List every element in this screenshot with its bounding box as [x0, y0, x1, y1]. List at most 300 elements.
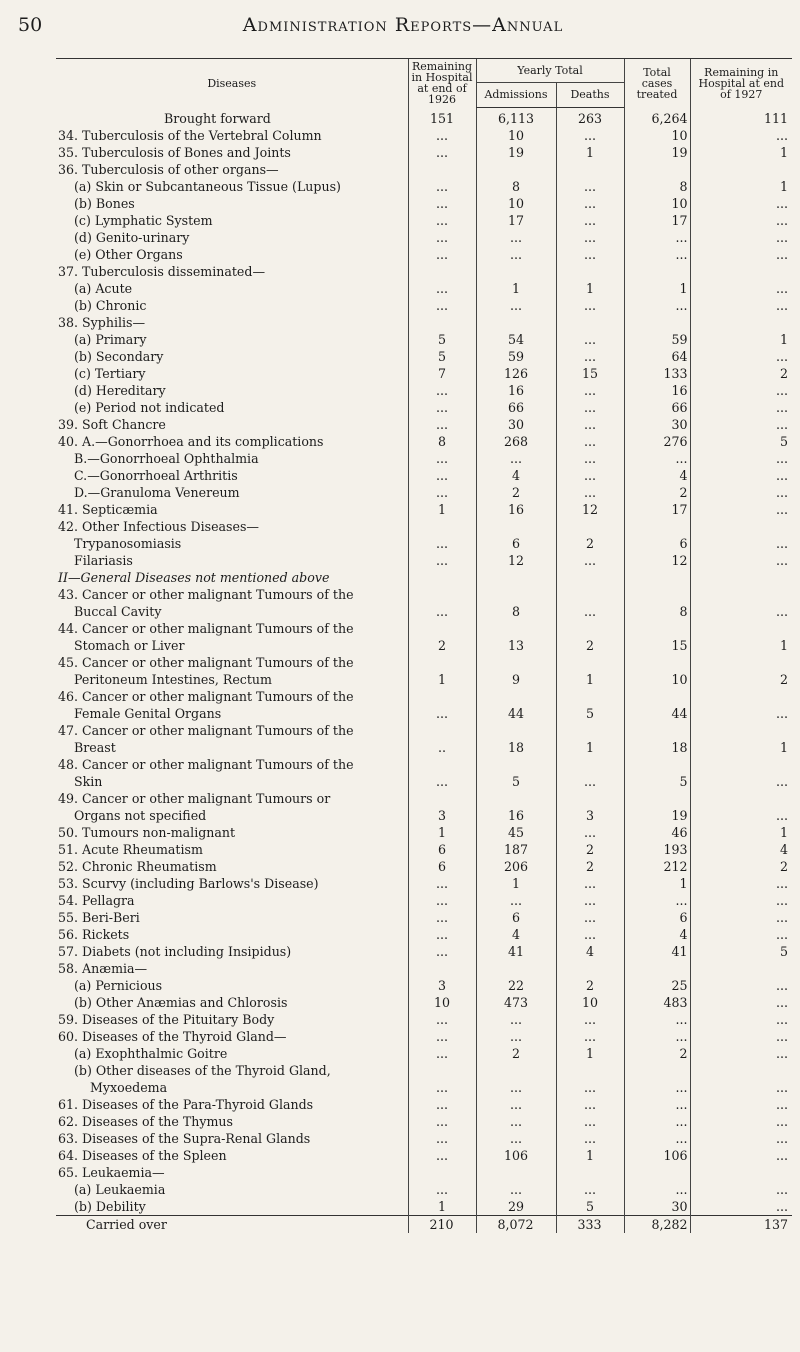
cell-admissions — [476, 722, 556, 739]
disease-label: 64. Diseases of the Spleen — [58, 1147, 227, 1163]
cell-admissions: ... — [476, 1130, 556, 1147]
table-row — [56, 1011, 792, 1028]
table-heading-row — [56, 569, 792, 586]
cell-remaining-end — [690, 586, 792, 603]
table-row — [56, 807, 792, 824]
cell-remaining-end: 2 — [690, 858, 792, 875]
cell-deaths: ... — [556, 1113, 624, 1130]
cell-deaths — [556, 722, 624, 739]
cell-remaining — [408, 722, 476, 739]
table-row — [56, 892, 792, 909]
cell-remaining-end: 1 — [690, 637, 792, 654]
cell-admissions — [476, 960, 556, 977]
table-row — [56, 1079, 792, 1096]
table-heading-row — [56, 654, 792, 671]
cell-remaining-end: ... — [690, 705, 792, 722]
cell-remaining: ... — [408, 1147, 476, 1164]
table-row — [56, 212, 792, 229]
cell-remaining-end — [690, 960, 792, 977]
disease-label: Breast — [74, 739, 116, 755]
cell-admissions — [476, 1164, 556, 1181]
cell-total-treated: 59 — [624, 331, 690, 348]
table-row — [56, 229, 792, 246]
cell-deaths: ... — [556, 552, 624, 569]
cell-remaining-end: ... — [690, 416, 792, 433]
cell-remaining: ... — [408, 399, 476, 416]
cell-total-treated: 2 — [624, 484, 690, 501]
cell-admissions: 45 — [476, 824, 556, 841]
cell-remaining-end: ... — [690, 1130, 792, 1147]
cell-admissions: 1 — [476, 875, 556, 892]
table-row — [56, 1130, 792, 1147]
cell-admissions: 44 — [476, 705, 556, 722]
cell-remaining: ... — [408, 297, 476, 314]
carried-over-remaining-end: 137 — [690, 1215, 792, 1233]
cell-deaths: ... — [556, 875, 624, 892]
cell-remaining-end: ... — [690, 467, 792, 484]
cell-deaths: 2 — [556, 858, 624, 875]
cell-remaining-end: ... — [690, 1181, 792, 1198]
cell-remaining: ... — [408, 195, 476, 212]
cell-remaining-end: ... — [690, 892, 792, 909]
cell-total-treated: ... — [624, 1181, 690, 1198]
cell-remaining-end: ... — [690, 926, 792, 943]
disease-label: 42. Other Infectious Diseases— — [58, 518, 260, 534]
cell-deaths: 15 — [556, 365, 624, 382]
table-row — [56, 909, 792, 926]
cell-total-treated: 16 — [624, 382, 690, 399]
cell-remaining — [408, 620, 476, 637]
cell-remaining-end: ... — [690, 875, 792, 892]
cell-admissions: 106 — [476, 1147, 556, 1164]
cell-deaths: 1 — [556, 1147, 624, 1164]
disease-label: 54. Pellagra — [58, 892, 135, 908]
disease-label: Trypanosomiasis — [74, 535, 182, 551]
cell-remaining: ... — [408, 280, 476, 297]
cell-total-treated: ... — [624, 1011, 690, 1028]
cell-total-treated: 64 — [624, 348, 690, 365]
brought-forward-deaths: 263 — [556, 107, 624, 127]
cell-remaining: ... — [408, 1096, 476, 1113]
cell-deaths: ... — [556, 926, 624, 943]
cell-remaining-end: ... — [690, 1096, 792, 1113]
cell-total-treated: ... — [624, 297, 690, 314]
cell-remaining: ... — [408, 552, 476, 569]
disease-label: (b) Secondary — [74, 348, 164, 364]
cell-total-treated: 15 — [624, 637, 690, 654]
cell-admissions — [476, 1062, 556, 1079]
cell-deaths — [556, 586, 624, 603]
cell-remaining-end: ... — [690, 484, 792, 501]
cell-deaths: ... — [556, 824, 624, 841]
table-row — [56, 246, 792, 263]
cell-remaining: ... — [408, 773, 476, 790]
disease-label: 48. Cancer or other malignant Tumours of the — [58, 756, 354, 772]
disease-label: 46. Cancer or other malignant Tumours of the — [58, 688, 354, 704]
cell-total-treated: 4 — [624, 467, 690, 484]
disease-label: 55. Beri-Beri — [58, 909, 140, 925]
cell-deaths: 2 — [556, 841, 624, 858]
cell-remaining: ... — [408, 246, 476, 263]
col-total-treated: Total cases treated — [624, 59, 690, 108]
cell-deaths: ... — [556, 399, 624, 416]
cell-remaining-end — [690, 756, 792, 773]
table-row — [56, 671, 792, 688]
cell-deaths — [556, 1062, 624, 1079]
cell-remaining: 1 — [408, 824, 476, 841]
cell-remaining-end: ... — [690, 195, 792, 212]
cell-admissions: 2 — [476, 484, 556, 501]
cell-admissions: 13 — [476, 637, 556, 654]
disease-label: 36. Tuberculosis of other organs— — [58, 161, 279, 177]
disease-label: (b) Debility — [74, 1198, 146, 1214]
table-row — [56, 399, 792, 416]
cell-deaths: ... — [556, 603, 624, 620]
table-row — [56, 977, 792, 994]
cell-remaining-end — [690, 518, 792, 535]
table-row — [56, 195, 792, 212]
cell-admissions: ... — [476, 1028, 556, 1045]
cell-total-treated: 8 — [624, 178, 690, 195]
cell-total-treated — [624, 654, 690, 671]
cell-deaths: 2 — [556, 637, 624, 654]
disease-label: (b) Other Anæmias and Chlorosis — [74, 994, 288, 1010]
cell-total-treated: 212 — [624, 858, 690, 875]
brought-forward-label: Brought forward — [164, 110, 271, 126]
cell-remaining-end: ... — [690, 807, 792, 824]
cell-remaining-end: ... — [690, 535, 792, 552]
cell-admissions: 6 — [476, 909, 556, 926]
cell-total-treated: 19 — [624, 144, 690, 161]
disease-label: (c) Tertiary — [74, 365, 146, 381]
disease-label: 57. Diabets (not including Insipidus) — [58, 943, 292, 959]
cell-remaining-end: ... — [690, 399, 792, 416]
disease-label: Myxoedema — [90, 1079, 168, 1095]
table-row — [56, 535, 792, 552]
table-row — [56, 994, 792, 1011]
table-row — [56, 501, 792, 518]
cell-remaining: 1 — [408, 1198, 476, 1216]
cell-admissions — [476, 756, 556, 773]
cell-remaining-end: 1 — [690, 178, 792, 195]
cell-deaths: ... — [556, 348, 624, 365]
cell-total-treated — [624, 569, 690, 586]
cell-deaths: ... — [556, 1096, 624, 1113]
cell-deaths — [556, 161, 624, 178]
cell-admissions — [476, 161, 556, 178]
cell-remaining: ... — [408, 1045, 476, 1062]
cell-total-treated: 18 — [624, 739, 690, 756]
cell-total-treated — [624, 586, 690, 603]
disease-label: (d) Genito-urinary — [74, 229, 190, 245]
cell-total-treated: 6 — [624, 909, 690, 926]
cell-remaining-end: ... — [690, 1028, 792, 1045]
cell-total-treated: ... — [624, 1130, 690, 1147]
table-row — [56, 824, 792, 841]
cell-admissions: 66 — [476, 399, 556, 416]
cell-remaining-end: ... — [690, 246, 792, 263]
cell-deaths: ... — [556, 212, 624, 229]
cell-remaining-end: ... — [690, 994, 792, 1011]
disease-label: 34. Tuberculosis of the Vertebral Column — [58, 127, 322, 143]
cell-remaining-end: ... — [690, 297, 792, 314]
cell-remaining: ... — [408, 382, 476, 399]
cell-total-treated: 133 — [624, 365, 690, 382]
table-row — [56, 637, 792, 654]
cell-deaths: 1 — [556, 671, 624, 688]
table-row — [56, 1096, 792, 1113]
cell-deaths: 1 — [556, 739, 624, 756]
cell-remaining-end — [690, 688, 792, 705]
cell-deaths: ... — [556, 909, 624, 926]
col-yearly-total: Yearly Total — [476, 59, 624, 83]
cell-remaining-end — [690, 790, 792, 807]
cell-total-treated — [624, 314, 690, 331]
table-row — [56, 858, 792, 875]
cell-admissions: ... — [476, 1113, 556, 1130]
cell-remaining — [408, 1062, 476, 1079]
cell-total-treated: 8 — [624, 603, 690, 620]
cell-admissions — [476, 620, 556, 637]
cell-admissions: 9 — [476, 671, 556, 688]
disease-label: II—General Diseases not mentioned above — [58, 569, 330, 585]
cell-remaining: ... — [408, 229, 476, 246]
cell-admissions — [476, 569, 556, 586]
cell-admissions — [476, 518, 556, 535]
cell-remaining-end — [690, 263, 792, 280]
cell-deaths: 5 — [556, 1198, 624, 1216]
disease-label: (e) Period not indicated — [74, 399, 225, 415]
cell-admissions: 12 — [476, 552, 556, 569]
cell-admissions: 16 — [476, 501, 556, 518]
cell-admissions: 10 — [476, 195, 556, 212]
cell-deaths: ... — [556, 127, 624, 144]
cell-remaining: ... — [408, 416, 476, 433]
cell-deaths: ... — [556, 331, 624, 348]
table-row — [56, 739, 792, 756]
brought-forward-row — [56, 107, 792, 127]
cell-admissions: 22 — [476, 977, 556, 994]
cell-remaining-end — [690, 620, 792, 637]
cell-deaths: ... — [556, 1011, 624, 1028]
cell-remaining-end: ... — [690, 1147, 792, 1164]
cell-remaining: ... — [408, 705, 476, 722]
cell-remaining: ... — [408, 892, 476, 909]
cell-deaths: ... — [556, 195, 624, 212]
cell-total-treated: 2 — [624, 1045, 690, 1062]
disease-label: 47. Cancer or other malignant Tumours of the — [58, 722, 354, 738]
disease-label: (a) Primary — [74, 331, 147, 347]
cell-admissions: ... — [476, 892, 556, 909]
disease-label: (b) Other diseases of the Thyroid Gland, — [74, 1062, 331, 1078]
cell-remaining-end: ... — [690, 212, 792, 229]
cell-deaths — [556, 790, 624, 807]
cell-remaining-end — [690, 569, 792, 586]
cell-deaths — [556, 314, 624, 331]
table-row — [56, 1045, 792, 1062]
cell-remaining — [408, 263, 476, 280]
cell-total-treated — [624, 790, 690, 807]
cell-deaths — [556, 654, 624, 671]
cell-remaining — [408, 569, 476, 586]
cell-admissions — [476, 263, 556, 280]
disease-label: 40. A.—Gonorrhoea and its complications — [58, 433, 324, 449]
cell-total-treated: 17 — [624, 212, 690, 229]
cell-total-treated: 30 — [624, 416, 690, 433]
cell-remaining-end: 5 — [690, 433, 792, 450]
disease-label: 52. Chronic Rheumatism — [58, 858, 217, 874]
disease-label: 63. Diseases of the Supra-Renal Glands — [58, 1130, 311, 1146]
table-row — [56, 348, 792, 365]
cell-deaths: 4 — [556, 943, 624, 960]
cell-total-treated: 10 — [624, 127, 690, 144]
cell-deaths: ... — [556, 450, 624, 467]
cell-remaining: 3 — [408, 977, 476, 994]
cell-deaths: ... — [556, 229, 624, 246]
cell-remaining: ... — [408, 467, 476, 484]
cell-remaining-end: 1 — [690, 331, 792, 348]
disease-label: Organs not specified — [74, 807, 207, 823]
cell-deaths: 5 — [556, 705, 624, 722]
col-admissions: Admissions — [476, 83, 556, 107]
disease-label: 59. Diseases of the Pituitary Body — [58, 1011, 275, 1027]
cell-deaths: ... — [556, 297, 624, 314]
cell-remaining: 1 — [408, 501, 476, 518]
cell-admissions: 19 — [476, 144, 556, 161]
cell-remaining — [408, 1164, 476, 1181]
table-row — [56, 467, 792, 484]
table-row — [56, 297, 792, 314]
cell-total-treated: 44 — [624, 705, 690, 722]
cell-remaining — [408, 756, 476, 773]
table-heading-row — [56, 1062, 792, 1079]
cell-admissions: 4 — [476, 467, 556, 484]
cell-admissions: ... — [476, 229, 556, 246]
cell-deaths: 3 — [556, 807, 624, 824]
cell-admissions: 16 — [476, 382, 556, 399]
cell-deaths — [556, 1164, 624, 1181]
cell-remaining-end: 4 — [690, 841, 792, 858]
cell-admissions: ... — [476, 246, 556, 263]
cell-admissions: 473 — [476, 994, 556, 1011]
cell-total-treated: 6 — [624, 535, 690, 552]
disease-label: 60. Diseases of the Thyroid Gland— — [58, 1028, 287, 1044]
cell-deaths — [556, 688, 624, 705]
table-row — [56, 943, 792, 960]
carried-over-deaths: 333 — [556, 1215, 624, 1233]
cell-remaining-end: ... — [690, 229, 792, 246]
cell-remaining — [408, 314, 476, 331]
cell-remaining-end: 2 — [690, 671, 792, 688]
diseases-table — [56, 58, 792, 1233]
cell-total-treated — [624, 722, 690, 739]
cell-remaining: ... — [408, 484, 476, 501]
cell-admissions: 206 — [476, 858, 556, 875]
cell-remaining — [408, 688, 476, 705]
cell-total-treated: 17 — [624, 501, 690, 518]
cell-remaining: 6 — [408, 858, 476, 875]
cell-total-treated: 483 — [624, 994, 690, 1011]
table-row — [56, 1181, 792, 1198]
cell-total-treated: 25 — [624, 977, 690, 994]
cell-remaining-end — [690, 722, 792, 739]
disease-label: 56. Rickets — [58, 926, 130, 942]
cell-deaths: ... — [556, 1079, 624, 1096]
cell-remaining-end: 2 — [690, 365, 792, 382]
cell-deaths: 12 — [556, 501, 624, 518]
table-heading-row — [56, 314, 792, 331]
cell-remaining-end — [690, 1062, 792, 1079]
cell-remaining — [408, 960, 476, 977]
cell-total-treated — [624, 756, 690, 773]
cell-admissions: 17 — [476, 212, 556, 229]
table-heading-row — [56, 586, 792, 603]
cell-admissions: 10 — [476, 127, 556, 144]
cell-deaths: 1 — [556, 280, 624, 297]
disease-label: 43. Cancer or other malignant Tumours of the — [58, 586, 354, 602]
disease-label: (a) Exophthalmic Goitre — [74, 1045, 228, 1061]
cell-total-treated: 193 — [624, 841, 690, 858]
cell-deaths: ... — [556, 892, 624, 909]
disease-label: 62. Diseases of the Thymus — [58, 1113, 233, 1129]
cell-total-treated: 66 — [624, 399, 690, 416]
disease-label: 51. Acute Rheumatism — [58, 841, 203, 857]
cell-admissions — [476, 790, 556, 807]
table-heading-row — [56, 790, 792, 807]
cell-total-treated: 1 — [624, 280, 690, 297]
cell-deaths: ... — [556, 773, 624, 790]
cell-deaths: 10 — [556, 994, 624, 1011]
disease-label: Peritoneum Intestines, Rectum — [74, 671, 272, 687]
cell-deaths: ... — [556, 484, 624, 501]
cell-deaths: 1 — [556, 144, 624, 161]
cell-remaining: ... — [408, 535, 476, 552]
disease-label: (a) Leukaemia — [74, 1181, 166, 1197]
cell-total-treated: ... — [624, 1079, 690, 1096]
carried-over-label: Carried over — [56, 1215, 408, 1233]
disease-label: Filariasis — [74, 552, 133, 568]
cell-total-treated: 5 — [624, 773, 690, 790]
cell-remaining-end: ... — [690, 603, 792, 620]
carried-over-total: 8,282 — [624, 1215, 690, 1233]
cell-remaining: ... — [408, 875, 476, 892]
table-row — [56, 773, 792, 790]
table-row — [56, 280, 792, 297]
table-row — [56, 484, 792, 501]
cell-remaining: 3 — [408, 807, 476, 824]
table-heading-row — [56, 688, 792, 705]
cell-remaining-end: ... — [690, 280, 792, 297]
cell-remaining: ... — [408, 1181, 476, 1198]
disease-label: (a) Pernicious — [74, 977, 163, 993]
cell-total-treated: ... — [624, 246, 690, 263]
disease-label: Stomach or Liver — [74, 637, 185, 653]
cell-admissions: 41 — [476, 943, 556, 960]
cell-remaining-end — [690, 1164, 792, 1181]
cell-remaining-end — [690, 654, 792, 671]
table-row — [56, 552, 792, 569]
disease-label: 45. Cancer or other malignant Tumours of the — [58, 654, 354, 670]
cell-remaining: ... — [408, 943, 476, 960]
cell-remaining: 8 — [408, 433, 476, 450]
cell-remaining-end — [690, 314, 792, 331]
cell-admissions: ... — [476, 1011, 556, 1028]
cell-deaths — [556, 518, 624, 535]
cell-remaining-end: ... — [690, 450, 792, 467]
cell-remaining: ... — [408, 212, 476, 229]
cell-admissions: 187 — [476, 841, 556, 858]
disease-label: 35. Tuberculosis of Bones and Joints — [58, 144, 291, 160]
